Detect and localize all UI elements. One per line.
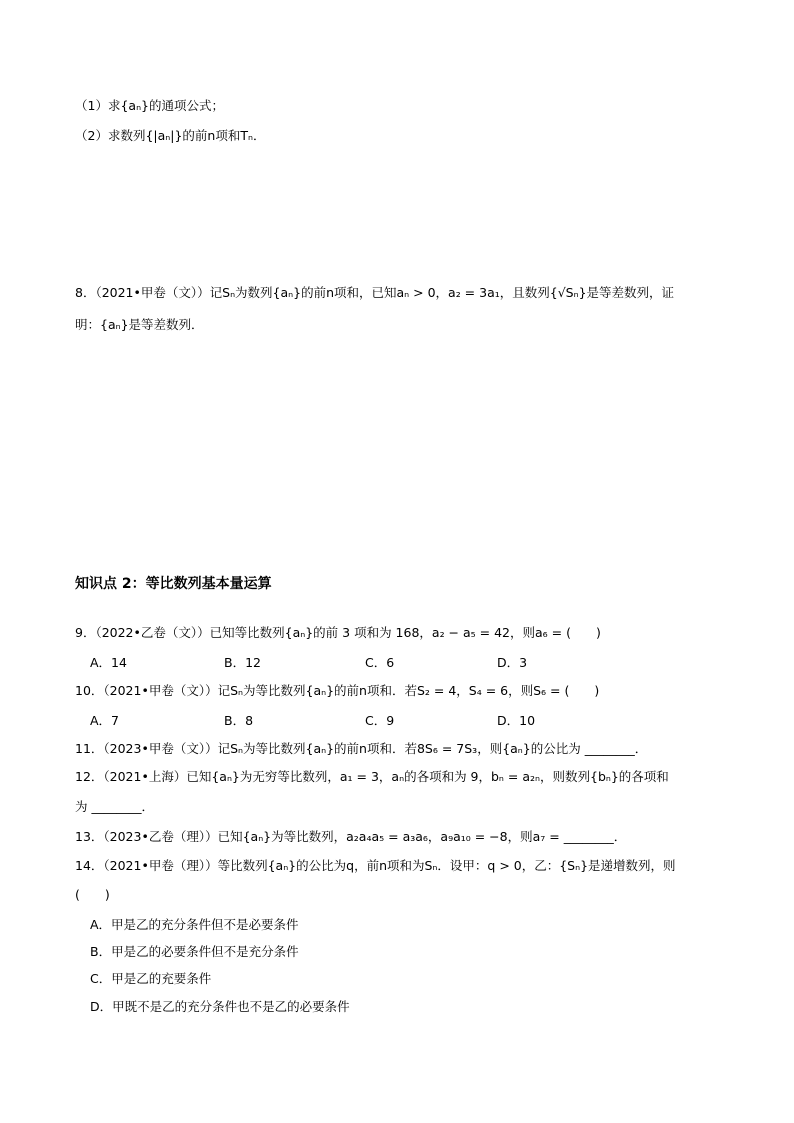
question-12-line-2: 为 ________． (75, 799, 154, 814)
prev-part-2: （2）求数列{|aₙ|}的前n项和Tₙ． (75, 128, 266, 143)
question-11: 11．（2023•甲卷（文））记Sₙ为等比数列{aₙ}的前n项和．若8S₆ = 7S₃，则{aₙ}的公比为 ________． (75, 741, 648, 756)
section-title: 知识点 2：等比数列基本量运算 (75, 576, 272, 592)
question-10-choice-d: D．10 (497, 713, 536, 728)
question-10-choice-a: A．7 (90, 713, 120, 728)
question-9-choice-d: D．3 (497, 655, 528, 670)
question-9-choice-b: B．12 (224, 655, 261, 670)
question-9-choice-a: A．14 (90, 655, 127, 670)
question-12-line-1: 12．（2021•上海）已知{aₙ}为无穷等比数列，a₁ = 3，aₙ的各项和为 9，bₙ = a₂ₙ，则数列{bₙ}的各项和 (75, 769, 669, 784)
question-14-choice-a: A．甲是乙的充分条件但不是必要条件 (90, 917, 299, 932)
question-8-line-1: 8．（2021•甲卷（文））记Sₙ为数列{aₙ}的前n项和，已知aₙ > 0，a₂ = 3a₁，且数列{√Sₙ}是等差数列，证 (75, 285, 675, 300)
question-9-choice-c: C．6 (365, 655, 395, 670)
question-8-line-2: 明：{aₙ}是等差数列． (75, 317, 204, 332)
question-10-choice-c: C．9 (365, 713, 395, 728)
question-14-choice-b: B．甲是乙的必要条件但不是充分条件 (90, 944, 299, 959)
question-14-line-1: 14．（2021•甲卷（理））等比数列{aₙ}的公比为q，前n项和为Sₙ．设甲：q > 0，乙：{Sₙ}是递增数列，则 (75, 858, 676, 873)
question-14-choice-c: C．甲是乙的充要条件 (90, 971, 212, 986)
question-14-line-2: ( ) (75, 887, 110, 902)
question-10-choice-b: B．8 (224, 713, 254, 728)
prev-part-1: （1）求{aₙ}的通项公式； (75, 98, 224, 113)
question-9: 9．（2022•乙卷（文））已知等比数列{aₙ}的前 3 项和为 168，a₂ − a₅ = 42，则a₆ = ( ) (75, 625, 601, 640)
question-13: 13．（2023•乙卷（理））已知{aₙ}为等比数列，a₂a₄a₅ = a₃a₆，a₉a₁₀ = −8，则a₇ = ________． (75, 829, 627, 844)
question-14-choice-d: D．甲既不是乙的充分条件也不是乙的必要条件 (90, 999, 350, 1014)
question-10: 10．（2021•甲卷（文））记Sₙ为等比数列{aₙ}的前n项和．若S₂ = 4，S₄ = 6，则S₆ = ( ) (75, 683, 600, 698)
